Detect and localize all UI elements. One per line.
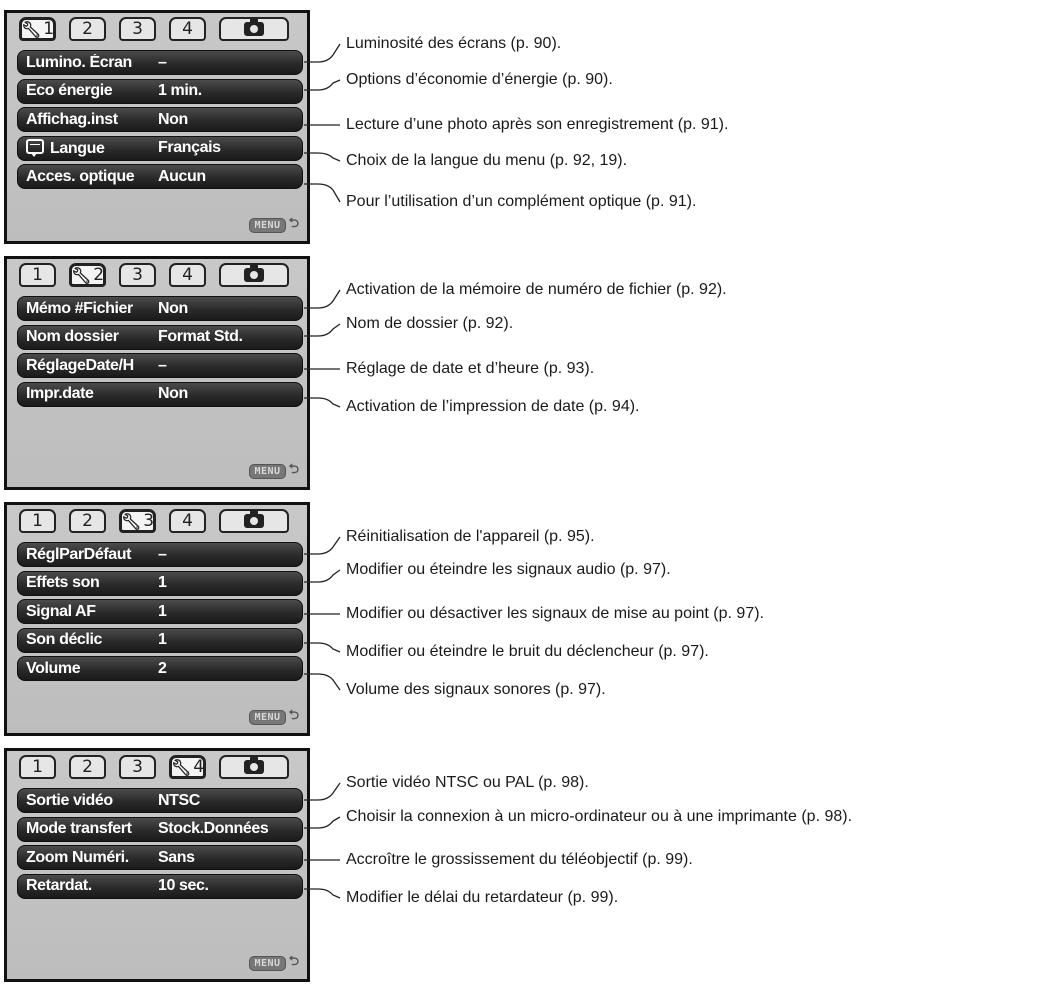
tab-setup-4[interactable]: 4 xyxy=(169,263,206,287)
description-text: Réinitialisation de l'appareil (p. 95). xyxy=(346,528,595,545)
tab-setup-1[interactable]: 🔧︎ 1 xyxy=(20,19,55,39)
wrench-icon: 🔧︎ xyxy=(120,511,142,531)
camera-icon xyxy=(244,22,264,36)
menu-row-retardat[interactable]: Retardat. 10 sec. xyxy=(17,874,303,899)
back-arrow-icon: ⮌ xyxy=(288,708,299,723)
description-text: Choix de la langue du menu (p. 92, 19). xyxy=(346,152,628,169)
description-text: Activation de l’impression de date (p. 94). xyxy=(346,398,640,415)
tab-bar xyxy=(19,17,305,43)
tab-setup-2[interactable]: 🔧︎ 2 xyxy=(70,265,105,285)
menu-back-button[interactable]: MENU ⮌ xyxy=(249,214,299,236)
tab-setup-3[interactable]: 3 xyxy=(119,755,156,779)
tab-setup-2[interactable]: 2 xyxy=(69,755,106,779)
menu-row-nom-dossier[interactable]: Nom dossier Format Std. xyxy=(17,325,303,350)
menu-row-mode-transfert[interactable]: Mode transfert Stock.Données xyxy=(17,817,303,842)
menu-row-lumino-ecran[interactable]: Lumino. Écran – xyxy=(17,50,303,75)
description-text: Luminosité des écrans (p. 90). xyxy=(346,35,562,52)
description-text: Modifier ou éteindre le bruit du déclencheur (p. 97). xyxy=(346,643,709,660)
description-text: Activation de la mémoire de numéro de fichier (p. 92). xyxy=(346,281,727,298)
tab-setup-1[interactable]: 1 xyxy=(19,263,56,287)
menu-back-button[interactable]: MENU ⮌ xyxy=(249,952,299,974)
menu-row-regl-par-defaut[interactable]: RéglParDéfaut – xyxy=(17,542,303,567)
tab-setup-2[interactable]: 2 xyxy=(69,17,106,41)
tab-setup-3[interactable]: 3 xyxy=(119,17,156,41)
menu-row-signal-af[interactable]: Signal AF 1 xyxy=(17,599,303,624)
tab-bar xyxy=(19,509,305,535)
menu-row-effets-son[interactable]: Effets son 1 xyxy=(17,571,303,596)
description-text: Modifier ou désactiver les signaux de mise au point (p. 97). xyxy=(346,605,764,622)
menu-back-button[interactable]: MENU ⮌ xyxy=(249,460,299,482)
wrench-icon: 🔧︎ xyxy=(20,19,42,39)
tab-camera[interactable] xyxy=(219,755,289,779)
menu-row-memo-fichier[interactable]: Mémo #Fichier Non xyxy=(17,296,303,321)
wrench-icon: 🔧︎ xyxy=(70,265,92,285)
menu-row-reglage-date[interactable]: RéglageDate/H – xyxy=(17,353,303,378)
back-arrow-icon: ⮌ xyxy=(288,954,299,969)
description-text: Lecture d’une photo après son enregistrement (p. 91). xyxy=(346,116,729,133)
tab-camera[interactable] xyxy=(219,17,289,41)
setup-menu-panel-4 xyxy=(4,748,310,982)
tab-setup-1[interactable]: 1 xyxy=(19,509,56,533)
menu-row-affichag-inst[interactable]: Affichag.inst Non xyxy=(17,107,303,132)
tab-bar xyxy=(19,263,305,289)
tab-setup-2[interactable]: 2 xyxy=(69,509,106,533)
setup-menu-panel-2 xyxy=(4,256,310,490)
back-arrow-icon: ⮌ xyxy=(288,462,299,477)
tab-setup-3[interactable]: 3 xyxy=(119,263,156,287)
speech-bubble-icon xyxy=(26,139,44,154)
description-text: Options d’économie d’énergie (p. 90). xyxy=(346,71,613,88)
description-text: Sortie vidéo NTSC ou PAL (p. 98). xyxy=(346,774,589,791)
menu-row-langue[interactable]: Langue Français xyxy=(17,136,303,161)
description-text: Choisir la connexion à un micro-ordinateur ou à une imprimante (p. 98). xyxy=(346,808,853,825)
camera-icon xyxy=(244,514,264,528)
wrench-icon: 🔧︎ xyxy=(170,757,192,777)
description-text: Pour l’utilisation d’un complément optique (p. 91). xyxy=(346,193,697,210)
description-text: Modifier le délai du retardateur (p. 99). xyxy=(346,889,619,906)
description-text: Volume des signaux sonores (p. 97). xyxy=(346,681,606,698)
tab-setup-1[interactable]: 1 xyxy=(19,755,56,779)
menu-row-sortie-video[interactable]: Sortie vidéo NTSC xyxy=(17,788,303,813)
tab-camera[interactable] xyxy=(219,263,289,287)
tab-camera[interactable] xyxy=(219,509,289,533)
menu-row-zoom-numeri[interactable]: Zoom Numéri. Sans xyxy=(17,845,303,870)
setup-menu-panel-1 xyxy=(4,10,310,244)
camera-icon xyxy=(244,760,264,774)
tab-bar xyxy=(19,755,305,781)
tab-setup-4[interactable]: 4 xyxy=(169,17,206,41)
tab-setup-3[interactable]: 🔧︎ 3 xyxy=(120,511,155,531)
tab-setup-4[interactable]: 🔧︎ 4 xyxy=(170,757,205,777)
description-text: Modifier ou éteindre les signaux audio (p. 97). xyxy=(346,561,671,578)
menu-row-impr-date[interactable]: Impr.date Non xyxy=(17,382,303,407)
tab-setup-4[interactable]: 4 xyxy=(169,509,206,533)
back-arrow-icon: ⮌ xyxy=(288,216,299,231)
menu-back-button[interactable]: MENU ⮌ xyxy=(249,706,299,728)
menu-row-acces-optique[interactable]: Acces. optique Aucun xyxy=(17,164,303,189)
setup-menu-panel-3 xyxy=(4,502,310,736)
camera-icon xyxy=(244,268,264,282)
menu-row-eco-energie[interactable]: Eco énergie 1 min. xyxy=(17,79,303,104)
description-text: Réglage de date et d’heure (p. 93). xyxy=(346,360,595,377)
description-text: Accroître le grossissement du téléobjectif (p. 99). xyxy=(346,851,693,868)
description-text: Nom de dossier (p. 92). xyxy=(346,315,514,332)
menu-row-volume[interactable]: Volume 2 xyxy=(17,656,303,681)
menu-row-son-declic[interactable]: Son déclic 1 xyxy=(17,628,303,653)
